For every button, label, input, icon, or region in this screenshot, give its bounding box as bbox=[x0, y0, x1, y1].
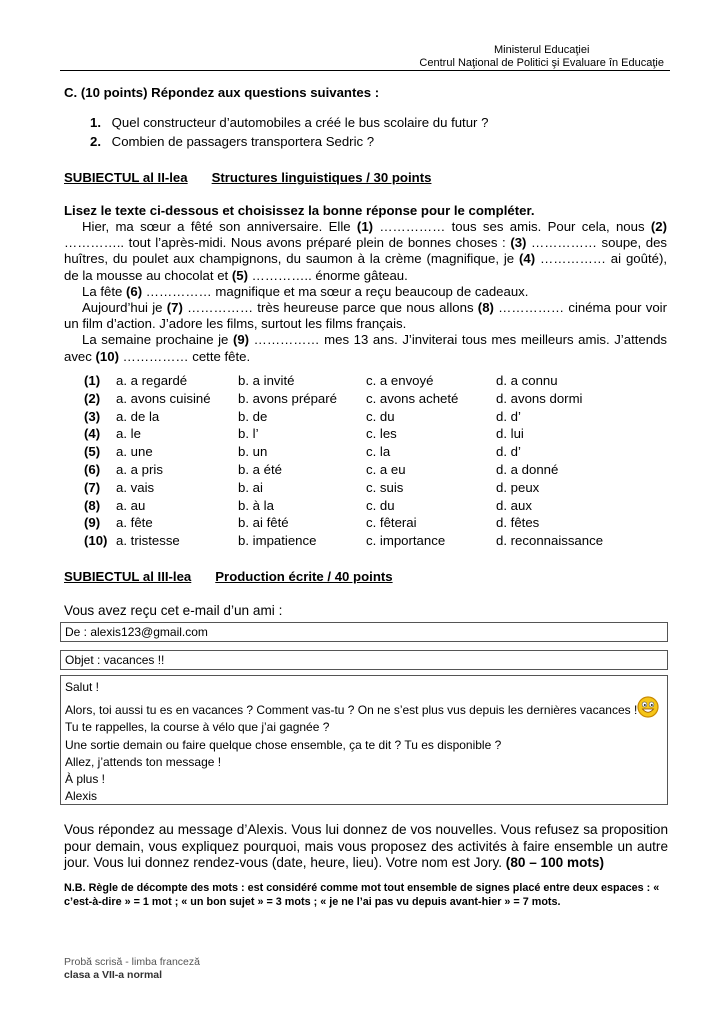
option-a: a. de la bbox=[116, 408, 160, 424]
option-number: (2) bbox=[84, 390, 101, 406]
option-d: d. fêtes bbox=[496, 515, 540, 531]
header-rule bbox=[60, 70, 670, 71]
option-c: c. la bbox=[366, 444, 391, 460]
option-c: c. fêterai bbox=[366, 515, 417, 531]
email-body bbox=[60, 675, 668, 805]
option-row bbox=[84, 373, 603, 391]
word-count: (80 – 100 mots) bbox=[505, 855, 605, 870]
option-b: b. a été bbox=[238, 461, 282, 477]
option-number: (1) bbox=[84, 373, 101, 388]
ministry-name: Ministerul Educaţiei bbox=[494, 44, 590, 56]
option-b: b. à la bbox=[238, 497, 274, 513]
footer-class: clasa a VII-a normal bbox=[64, 969, 163, 981]
email-line: Une sortie demain ou faire quelque chose ensemble, ça te dit ? Tu es disponible ? bbox=[65, 737, 502, 752]
option-a: a. fête bbox=[116, 515, 153, 531]
option-row bbox=[84, 462, 603, 480]
option-c: c. importance bbox=[366, 533, 446, 549]
option-number: (3) bbox=[84, 408, 101, 424]
email-from-field: De : alexis123@gmail.com bbox=[60, 622, 668, 642]
option-d: d. peux bbox=[496, 479, 540, 495]
cloze-paragraph: La fête (6) …………… magnifique et ma sœur a reçu beaucoup de cadeaux. bbox=[82, 283, 529, 299]
option-a: a. avons cuisiné bbox=[116, 390, 211, 406]
subject-2-label: SUBIECTUL al II-lea bbox=[64, 170, 188, 185]
option-c: c. a envoyé bbox=[366, 373, 434, 388]
option-number: (10) bbox=[84, 533, 108, 549]
option-c: c. avons acheté bbox=[366, 390, 459, 406]
question-item: 1. Quel constructeur d’automobiles a créé le bus scolaire du futur ? bbox=[90, 115, 489, 130]
email-line: Alors, toi aussi tu es en vacances ? Comment vas-tu ? On ne s’est plus vus depuis les dernières vacances ! bbox=[65, 703, 638, 718]
option-c: c. du bbox=[366, 408, 395, 424]
option-row bbox=[84, 409, 603, 427]
email-line: Alexis bbox=[65, 789, 98, 804]
option-number: (7) bbox=[84, 479, 101, 495]
option-a: a. tristesse bbox=[116, 533, 180, 549]
cloze-paragraph: Aujourd’hui je (7) …………… très heureuse parce que nous allons (8) …………… cinéma pour voir un film d’action. J’adore les films, surtout les films français. bbox=[64, 300, 667, 332]
email-line: Salut ! bbox=[65, 680, 100, 694]
option-row bbox=[84, 515, 603, 533]
option-d: d. a donné bbox=[496, 461, 559, 477]
subject-3-heading bbox=[64, 569, 393, 584]
option-row bbox=[84, 391, 603, 409]
option-row bbox=[84, 444, 603, 462]
question-item: 2. Combien de passagers transportera Sedric ? bbox=[90, 134, 375, 149]
question-list bbox=[90, 113, 488, 151]
option-a: a. le bbox=[116, 426, 141, 442]
option-a: a. au bbox=[116, 497, 146, 513]
cloze-paragraph: Hier, ma sœur a fêté son anniversaire. Elle (1) …………… tous ses amis. Pour cela, nous (2) ………….. tout l’après-midi. Nous avons préparé plein de bonnes choses : (3) …………… soupe, des huîtres, du poulet aux champignons, du saumon à la crème (magnifique, je (4) …………… ai goûté), de la mousse au chocolat et (5) ………….. énorme gâteau. bbox=[64, 219, 667, 283]
email-line: Allez, j’attends ton message ! bbox=[65, 754, 222, 769]
option-b: b. un bbox=[238, 444, 268, 460]
footer-exam: Probă scrisă - limba franceză bbox=[64, 956, 200, 968]
option-row bbox=[84, 426, 603, 444]
subject-2-heading bbox=[64, 170, 431, 185]
option-b: b. ai fêté bbox=[238, 515, 289, 531]
option-d: d. d’ bbox=[496, 408, 521, 424]
page-footer bbox=[64, 956, 200, 982]
section-c-title: C. (10 points) Répondez aux questions suivantes : bbox=[64, 85, 380, 100]
option-row bbox=[84, 480, 603, 498]
options-table bbox=[84, 373, 603, 551]
option-a: a. a regardé bbox=[116, 373, 188, 388]
option-a: a. vais bbox=[116, 479, 155, 495]
word-count-rule: N.B. Règle de décompte des mots : est considéré comme mot tout ensemble de signes placé entre deux espaces : « c’est-à-dire » = 1 mot ; « un bon sujet » = 3 mots ; « je ne l’ai pas vu depuis avant-hier » = 7 mots. bbox=[64, 882, 660, 908]
option-a: a. une bbox=[116, 444, 153, 460]
option-b: b. de bbox=[238, 408, 268, 424]
option-c: c. a eu bbox=[366, 461, 406, 477]
option-c: c. suis bbox=[366, 479, 404, 495]
smiley-face-icon bbox=[637, 696, 659, 718]
center-name: Centrul Naţional de Politici şi Evaluare în Educaţie bbox=[419, 57, 664, 69]
subject-3-title: Production écrite / 40 points bbox=[215, 569, 393, 584]
cloze-text bbox=[64, 219, 667, 365]
subject-3-label: SUBIECTUL al III-lea bbox=[64, 569, 192, 584]
writing-task bbox=[64, 822, 668, 872]
option-d: d. aux bbox=[496, 497, 532, 513]
email-line: Tu te rappelles, la course à vélo que j’ai gagnée ? bbox=[65, 720, 330, 735]
option-b: b. avons préparé bbox=[238, 390, 337, 406]
email-subject-field: Objet : vacances !! bbox=[60, 650, 668, 670]
option-d: d. reconnaissance bbox=[496, 533, 604, 549]
option-b: b. a invité bbox=[238, 373, 295, 388]
option-number: (4) bbox=[84, 426, 101, 442]
option-b: b. l’ bbox=[238, 426, 259, 442]
option-d: d. lui bbox=[496, 426, 524, 442]
option-row bbox=[84, 498, 603, 516]
option-number: (6) bbox=[84, 461, 101, 477]
option-a: a. a pris bbox=[116, 461, 163, 477]
writing-task-text: Vous répondez au message d’Alexis. Vous lui donnez de vos nouvelles. Vous refusez sa proposition pour demain, vous expliquez pourquoi, mais vous proposez des activités à faire ensemble un autre jour. Vous lui donnez rendez-vous (date, heure, lieu). Votre nom est Jory. bbox=[64, 822, 668, 870]
option-b: b. ai bbox=[238, 479, 263, 495]
option-d: d. a connu bbox=[496, 373, 558, 388]
option-number: (5) bbox=[84, 444, 101, 460]
option-c: c. du bbox=[366, 497, 395, 513]
ministry-header bbox=[419, 44, 664, 70]
cloze-paragraph: La semaine prochaine je (9) …………… mes 13 ans. J’inviterai tous mes meilleurs amis. J’attends avec (10) …………… cette fête. bbox=[64, 332, 667, 364]
subject-2-title: Structures linguistiques / 30 points bbox=[211, 170, 432, 185]
option-c: c. les bbox=[366, 426, 397, 442]
option-d: d. avons dormi bbox=[496, 390, 583, 406]
email-line: À plus ! bbox=[65, 772, 106, 787]
option-number: (8) bbox=[84, 497, 101, 513]
option-row bbox=[84, 533, 603, 551]
option-b: b. impatience bbox=[238, 533, 317, 549]
email-intro: Vous avez reçu cet e-mail d’un ami : bbox=[64, 603, 283, 618]
option-d: d. d’ bbox=[496, 444, 521, 460]
subject-2-instruction: Lisez le texte ci-dessous et choisissez la bonne réponse pour le compléter. bbox=[64, 203, 535, 218]
option-number: (9) bbox=[84, 515, 101, 531]
